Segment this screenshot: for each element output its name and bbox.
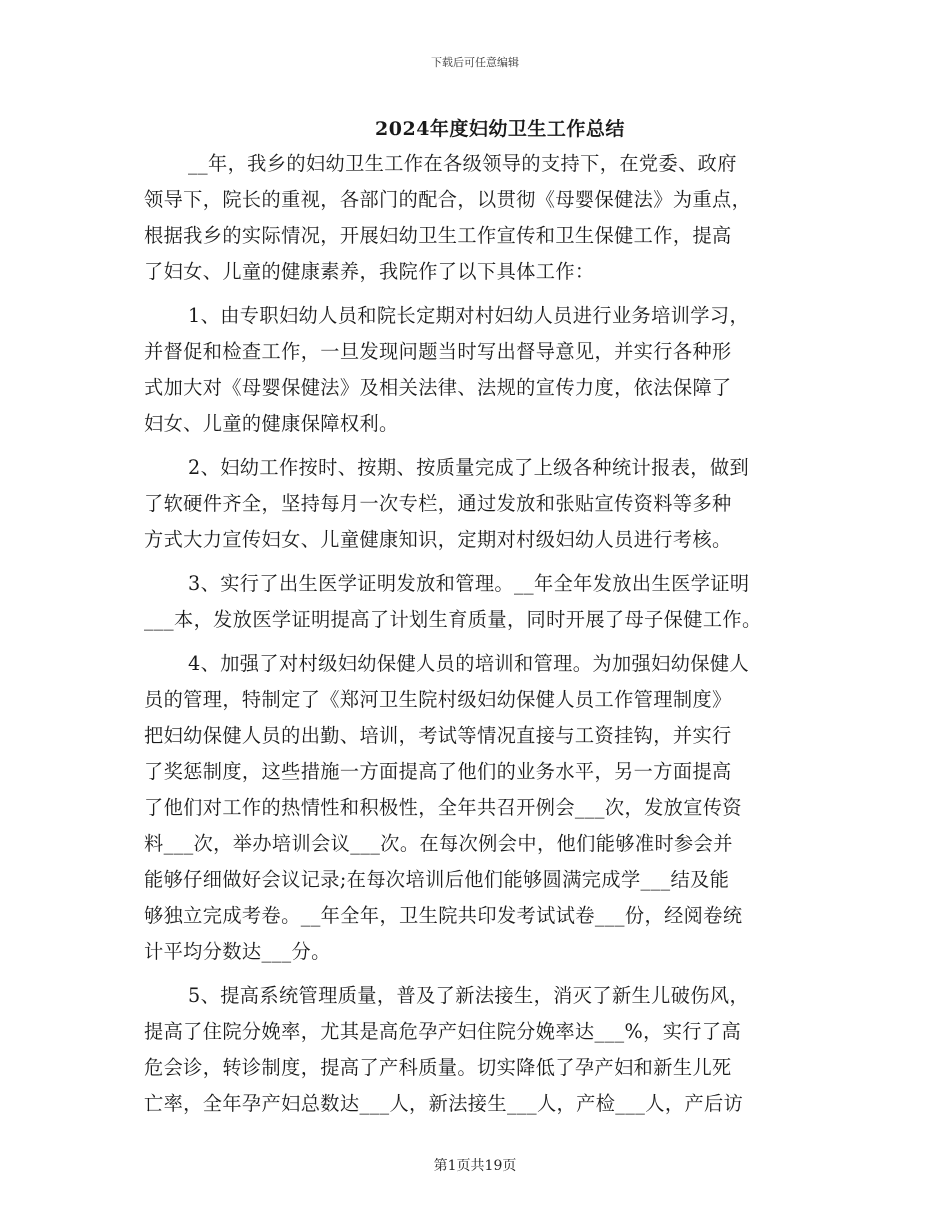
header-note: 下载后可任意编辑 [431,56,519,69]
text-line: ___本，发放医学证明提高了计划生育质量，同时开展了母子保健工作。 [144,608,762,631]
text-line: 领导下，院长的重视，各部门的配合，以贯彻《母婴保健法》为重点， [144,188,752,211]
text-line: 把妇幼保健人员的出勤、培训，考试等情况直接与工资挂钩，并实行 [144,724,732,747]
text-line: 员的管理，特制定了《郑河卫生院村级妇幼保健人员工作管理制度》 [144,688,732,711]
paragraph-item-2 [144,450,816,558]
text-line: 2、妇幼工作按时、按期、按质量完成了上级各种统计报表，做到 [188,456,750,479]
text-line: 料___次，举办培训会议___次。在每次例会中，他们能够准时参会并 [144,832,733,855]
text-line: 1、由专职妇幼人员和院长定期对村妇幼人员进行业务培训学习， [188,304,750,327]
page-number: 第1页共19页 [433,1158,517,1174]
paragraph-item-4 [144,646,816,970]
text-line: __年，我乡的妇幼卫生工作在各级领导的支持下，在党委、政府 [188,152,737,175]
text-line: 够独立完成考卷。__年全年，卫生院共印发考试试卷___份，经阅卷统 [144,904,743,927]
text-line: 并督促和检查工作，一旦发现问题当时写出督导意见，并实行各种形 [144,340,732,363]
text-line: 4、加强了对村级妇幼保健人员的培训和管理。为加强妇幼保健人 [188,652,750,675]
text-line: 了奖惩制度，这些措施一方面提高了他们的业务水平，另一方面提高 [144,760,732,783]
text-line: 5、提高系统管理质量，普及了新法接生，消灭了新生儿破伤风， [188,984,750,1007]
paragraph-intro [144,146,816,290]
text-line: 亡率，全年孕产妇总数达___人，新法接生___人，产检___人，产后访 [144,1092,744,1115]
paragraph-item-5 [144,978,816,1122]
text-line: 了妇女、儿童的健康素养，我院作了以下具体工作： [144,260,595,283]
text-line: 了他们对工作的热情性和积极性，全年共召开例会___次，发放宣传资 [144,796,743,819]
paragraph-item-3 [144,566,816,638]
text-line: 危会诊，转诊制度，提高了产科质量。切实降低了孕产妇和新生儿死 [144,1056,732,1079]
text-line: 妇女、儿童的健康保障权利。 [144,412,399,435]
text-line: 计平均分数达___分。 [144,940,331,963]
paragraph-item-1 [144,298,816,442]
text-line: 能够仔细做好会议记录;在每次培训后他们能够圆满完成学___结及能 [144,868,730,891]
text-line: 式加大对《母婴保健法》及相关法律、法规的宣传力度，依法保障了 [144,376,732,399]
text-line: 方式大力宣传妇女、儿童健康知识，定期对村级妇幼人员进行考核。 [144,528,732,551]
text-line: 提高了住院分娩率，尤其是高危孕产妇住院分娩率达___%，实行了高 [144,1020,742,1043]
document-title: 2024年度妇幼卫生工作总结 [375,118,625,140]
text-line: 3、实行了出生医学证明发放和管理。__年全年发放出生医学证明 [188,572,750,595]
text-line: 根据我乡的实际情况，开展妇幼卫生工作宣传和卫生保健工作，提高 [144,224,732,247]
text-line: 了软硬件齐全，坚持每月一次专栏，通过发放和张贴宣传资料等多种 [144,492,732,515]
document-body [144,146,816,1122]
